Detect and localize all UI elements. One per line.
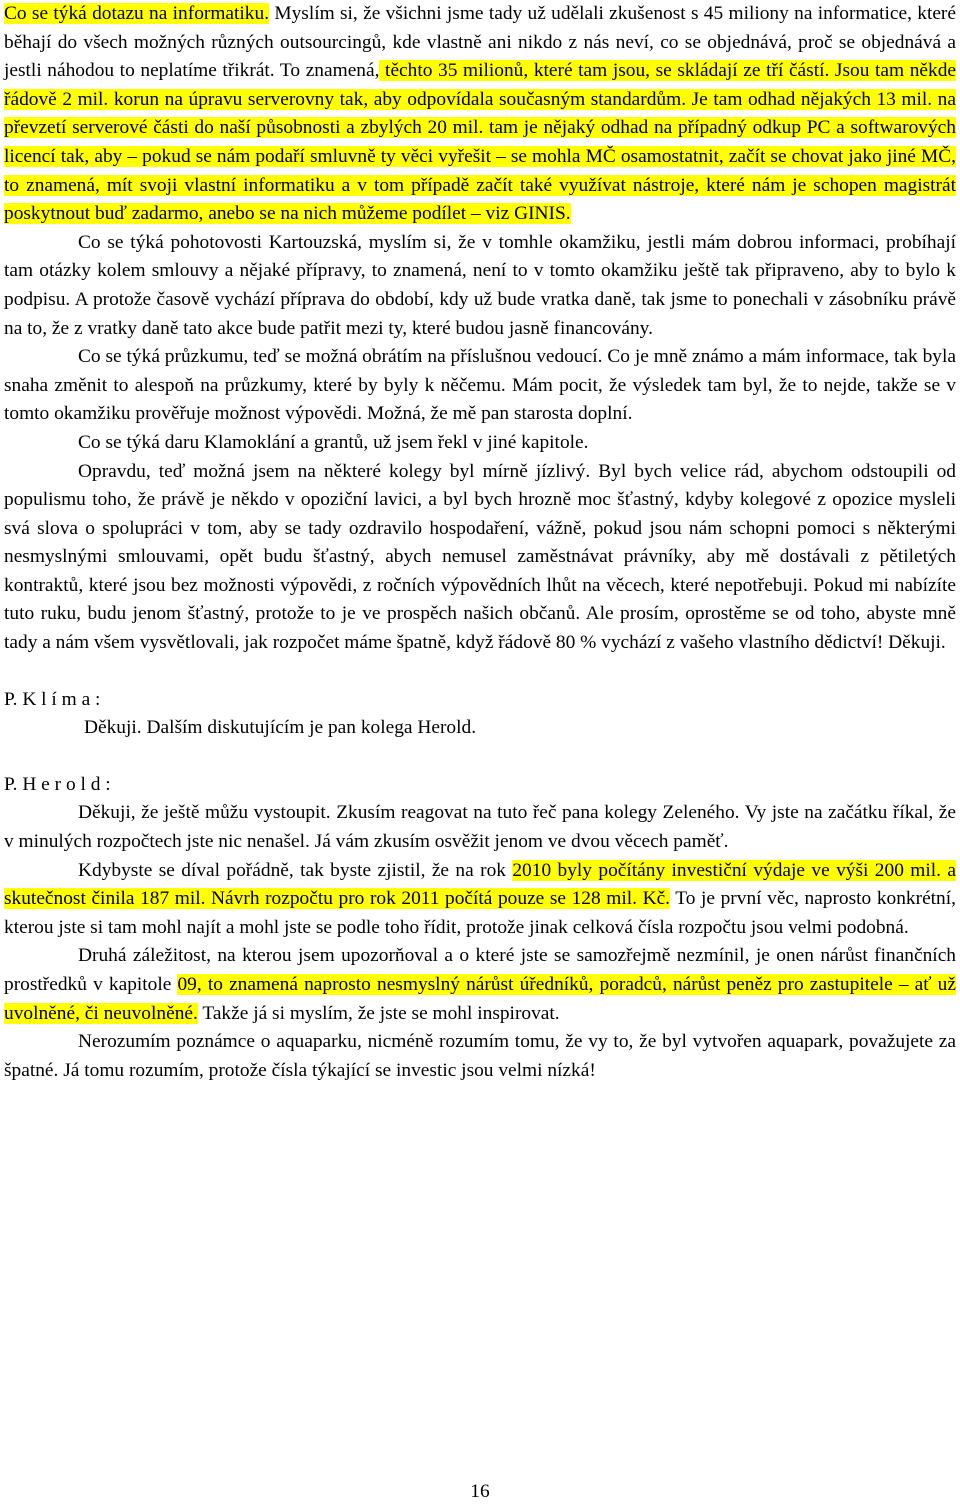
paragraph-text: Myslím si, že všichni jsme tady už udělali zkušenost s 45 miliony na informatice, které běhají do všech možných různých outsourcingů, kde vlastně ani nikdo z nás neví, co se objednává, proč se objednává a jestli náhodou to neplatíme třikrát. To znamená, xyxy=(4,3,956,82)
page-number: 16 xyxy=(470,1481,490,1502)
highlighted-text: Co se týká dotazu na informatiku. xyxy=(4,3,270,24)
speech2-paragraph xyxy=(0,942,960,1028)
speech2-paragraph xyxy=(0,1028,960,1085)
speech1-paragraph xyxy=(0,343,960,429)
speech-block-2 xyxy=(0,799,960,1085)
paragraph-text: Co se týká průzkumu, teď se možná obrátím na příslušnou vedoucí. Co je mně známo a mám informace, tak byla snaha změnit to alespoň na průzkumy, které by byly k něčemu. Mám pocit, že výsledek tam byl, že to nejde, takže se v tomto okamžiku prověřuje možnost výpovědi. Možná, že mě pan starosta doplní. xyxy=(4,346,956,425)
speaker-klima-name: P. K l í m a : xyxy=(4,688,101,710)
speech2-paragraph xyxy=(0,857,960,943)
paragraph-text: To je první věc, naprosto konkrétní, kterou jste si tam mohl najít a mohl jste se podle toho řídit, protože jinak celková čísla rozpočtu jsou velmi podobná. xyxy=(4,888,956,938)
paragraph-text: Kdybyste se díval pořádně, tak byste zjistil, že na rok xyxy=(78,859,513,881)
speech1-paragraph xyxy=(0,229,960,343)
paragraph-text: Nerozumím poznámce o aquaparku, nicméně rozumím tomu, že vy to, že byl vytvořen aquapark, považujete za špatné. Já tomu rozumím, protože čísla týkající se investic jsou velmi nízká! xyxy=(4,1031,956,1081)
paragraph-text: Takže já si myslím, že jste se mohl inspirovat. xyxy=(197,1002,560,1024)
speech2-paragraph xyxy=(0,799,960,856)
speech1-paragraph xyxy=(0,458,960,658)
paragraph-text: Děkuji, že ještě můžu vystoupit. Zkusím reagovat na tuto řeč pana kolegy Zeleného. Vy jste na začátku říkal, že v minulých rozpočtech jste nic nenašel. Já vám zkusím osvěžit jenom ve dvou věcech paměť. xyxy=(4,802,956,853)
speaker-klima-text: Děkuji. Dalším diskutujícím je pan kolega Herold. xyxy=(84,717,477,739)
paragraph-text: Co se týká daru Klamoklání a grantů, už jsem řekl v jiné kapitole. xyxy=(78,431,589,453)
highlighted-text: 09, to znamená naprosto nesmyslný nárůst úředníků, poradců, nárůst peněz pro zastupitele – ať už uvolněné, či neuvolněné. xyxy=(4,974,956,1024)
speaker-herold-name: P. H e r o l d : xyxy=(4,773,111,795)
paragraph-text: Opravdu, teď možná jsem na některé kolegy byl mírně jízlivý. Byl bych velice rád, abychom odstoupili od populismu toho, že právě je někdo v opoziční lavici, a byl bych hrozně moc šťastný, kdyby kolegové z opozice mysleli svá slova o spolupráci v tom, aby se tady ozdravilo hospodaření, vážně, pokud jsou nám schopni pomoci s některými nesmyslnými smlouvami, opět budu šťastný, abych nemusel zaměstnávat právníky, aby mě dostávali z pětiletých kontraktů, které jsou bez možnosti výpovědi, z ročních výpovědních lhůt na věcech, které nepotřebuji. Pokud mi nabízíte tuto ruku, budu jenom šťastný, protože to je ve prospěch našich občanů. Ale prosím, oprostěme se od toho, abyste mně tady a nám všem vysvětlovali, jak rozpočet máme špatně, když řádově 80 % vychází z vašeho vlastního dědictví! Děkuji. xyxy=(4,460,956,654)
paragraph-text: Co se týká pohotovosti Kartouzská, myslím si, že v tomhle okamžiku, jestli mám dobrou informaci, probíhají tam otázky kolem smlouvy a nějaké přípravy, to znamená, není to v tomto okamžiku ještě tak připraveno, aby to bylo k podpisu. A protože časově vychází příprava do období, kdy už bude vratka daně, tak jsme to ponechali v zásobníku právě na to, že z vratky daně tato akce bude patřit mezi ty, které budou jasně financovány. xyxy=(4,231,956,339)
speech1-paragraph xyxy=(0,429,960,458)
speech1-paragraph xyxy=(0,0,960,229)
paragraph-text: Druhá záležitost, na kterou jsem upozorňoval a o které jste se samozřejmě nezmínil, je onen nárůst finančních prostředků v kapitole xyxy=(4,945,956,995)
highlighted-text: těchto 35 milionů, které tam jsou, se skládají ze tří částí. Jsou tam někde řádově 2 mil. korun na úpravu serverovny tak, aby odpovídala současným standardům. Je tam odhad nějakých 13 mil. na převzetí serverové části do naší působnosti a zbylých 20 mil. tam je nějaký odhad na případný odkup PC a softwarových licencí tak, aby – pokud se nám podaří smluvně ty věci vyřešit – se mohla MČ osamostatnit, začít se chovat jako jiné MČ, to znamená, mít svoji vlastní informatiku a v tom případě začít také využívat nástroje, které nám je schopen magistrát poskytnout buď zadarmo, anebo se na nich můžeme podílet – viz GINIS. xyxy=(4,60,956,225)
speech-block-1 xyxy=(0,0,960,658)
highlighted-text: 2010 byly počítány investiční výdaje ve výši 200 mil. a skutečnost činila 187 mil. Návrh rozpočtu pro rok 2011 počítá pouze se 128 mil. Kč. xyxy=(4,859,956,910)
